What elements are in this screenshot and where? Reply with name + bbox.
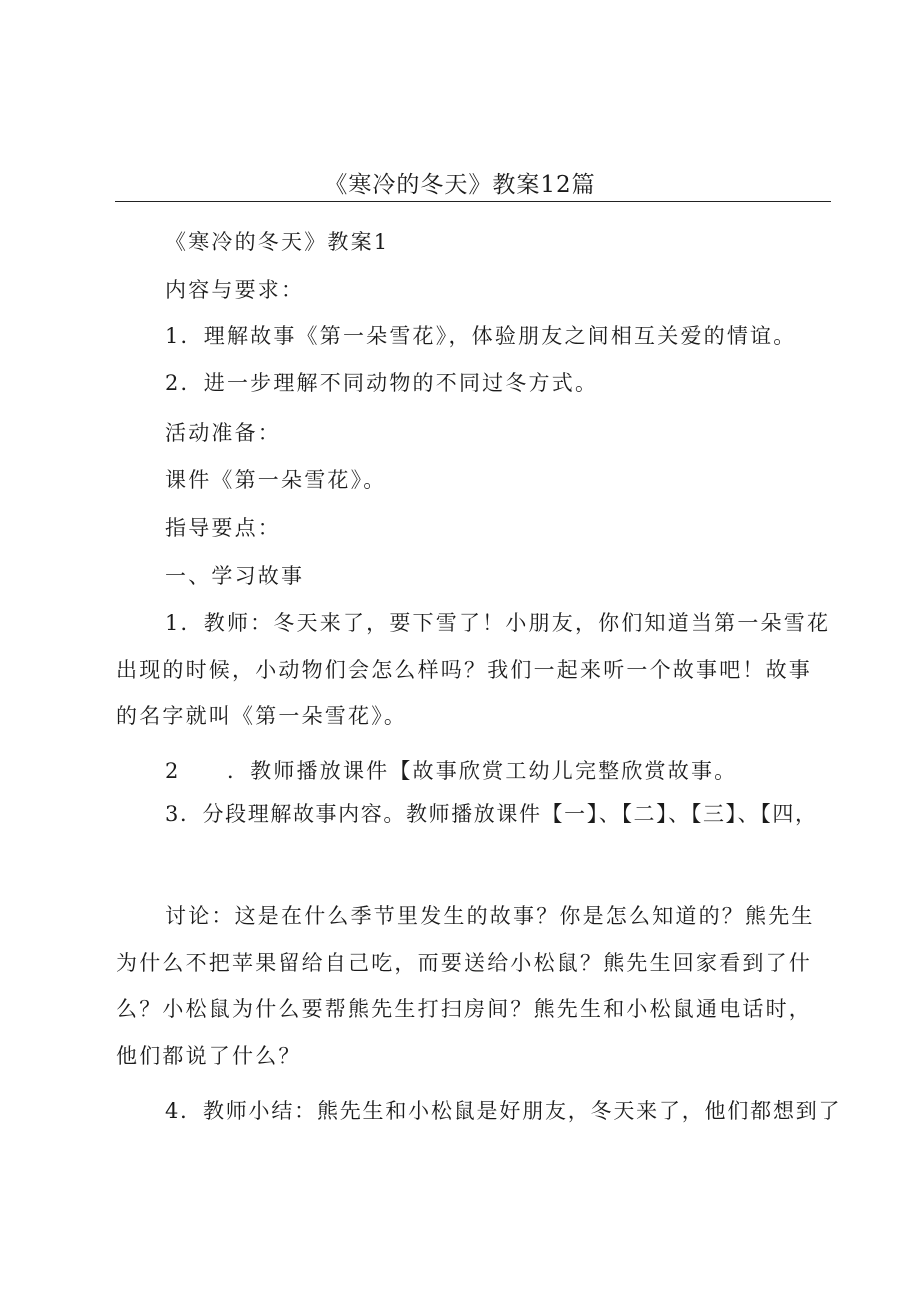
- paragraph: 2．进一步理解不同动物的不同过冬方式。: [165, 371, 599, 395]
- paragraph: 讨论：这是在什么季节里发生的故事？你是怎么知道的？熊先生为什么不把苹果留给自己吃，而要送给小松鼠？熊先生回家看到了什么？小松鼠为什么要帮熊先生打扫房间？熊先生和小松鼠通电话时，他们都说了什么？: [116, 904, 815, 1068]
- paragraph: 4．教师小结：熊先生和小松鼠是好朋友，冬天来了，他们都想到了: [165, 1099, 842, 1123]
- paragraph: 活动准备：: [165, 421, 281, 445]
- paragraph: 1．教师：冬天来了，要下雪了！小朋友，你们知道当第一朵雪花出现的时候，小动物们会怎么样吗？我们一起来听一个故事吧！故事的名字就叫《第一朵雪花》。: [116, 611, 831, 728]
- title-underline: [115, 201, 831, 202]
- paragraph: 指导要点：: [165, 516, 281, 540]
- paragraph: 一、学习故事: [165, 564, 305, 588]
- paragraph: 2 ．教师播放课件【故事欣赏工幼儿完整欣赏故事。: [165, 759, 738, 783]
- document-title: 《寒冷的冬天》教案12篇: [324, 172, 596, 198]
- paragraph: 3．分段理解故事内容。教师播放课件【一】、【二】、【三】、【四，: [165, 802, 818, 826]
- paragraph: 1．理解故事《第一朵雪花》，体验朋友之间相互关爱的情谊。: [165, 324, 797, 348]
- paragraph: 课件《第一朵雪花》。: [165, 468, 387, 492]
- lesson-heading: 《寒冷的冬天》教案1: [165, 230, 390, 254]
- paragraph: 内容与要求：: [165, 278, 305, 302]
